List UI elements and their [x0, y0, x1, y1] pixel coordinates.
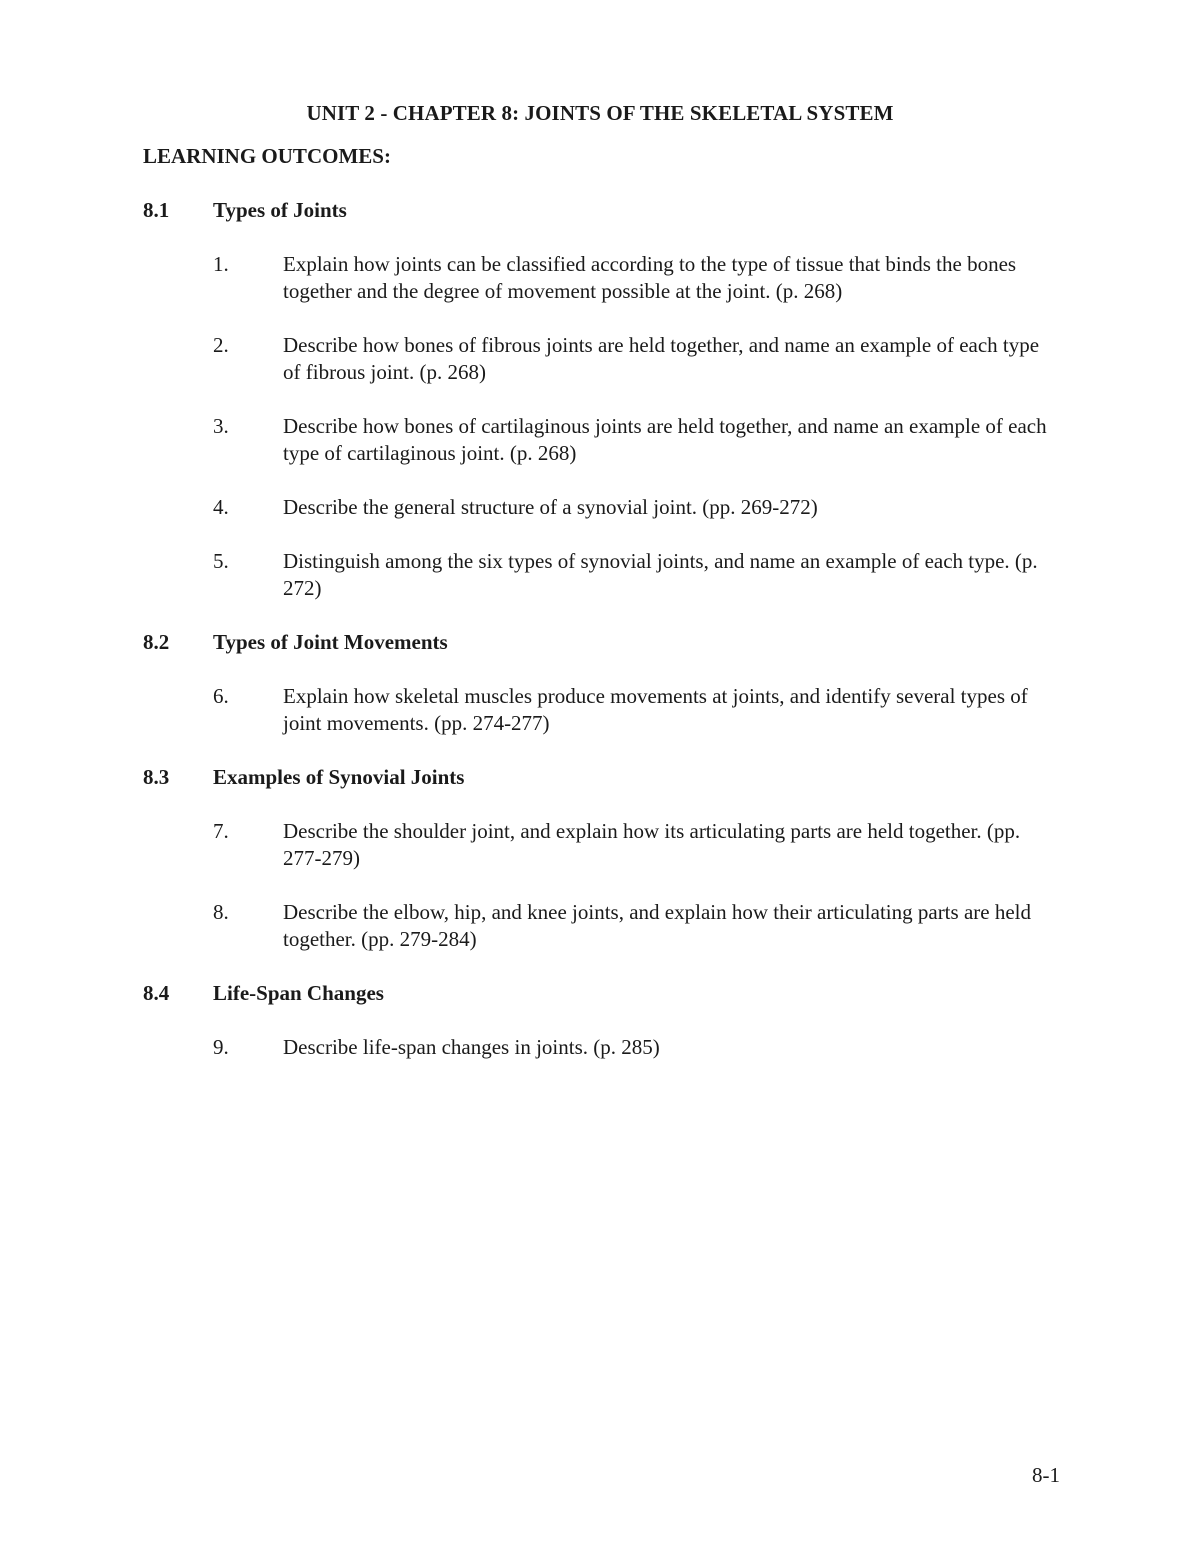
page-number: 8-1 — [1032, 1463, 1060, 1487]
outcome-number: 5. — [213, 549, 229, 573]
outcome-item — [143, 332, 1063, 386]
section-heading — [143, 764, 1063, 791]
outcome-text: Explain how joints can be classified according to the type of tissue that binds the bones together and the degree of movement possible at the joint. (p. 268) — [283, 252, 1017, 303]
outcome-text: Describe the general structure of a synovial joint. (pp. 269-272) — [283, 495, 818, 519]
outcome-number: 2. — [213, 333, 229, 357]
learning-outcomes-heading: LEARNING OUTCOMES: — [143, 144, 391, 168]
outcome-number: 7. — [213, 819, 229, 843]
outcome-text: Distinguish among the six types of synovial joints, and name an example of each type. (p. 272) — [283, 549, 1038, 600]
outcome-item — [143, 413, 1063, 467]
outcome-text: Describe the shoulder joint, and explain how its articulating parts are held together. (pp. 277-279) — [283, 819, 1021, 870]
outcome-text: Explain how skeletal muscles produce movements at joints, and identify several types of joint movements. (pp. 274-277) — [283, 684, 1028, 735]
section-number: 8.4 — [143, 981, 170, 1005]
outcome-number: 3. — [213, 414, 229, 438]
outcomes-content — [143, 197, 1063, 1088]
outcome-item — [143, 683, 1063, 737]
page-title: UNIT 2 - CHAPTER 8: JOINTS OF THE SKELETAL SYSTEM — [306, 101, 894, 125]
section-title: Life-Span Changes — [213, 981, 384, 1005]
outcome-number: 8. — [213, 900, 229, 924]
section-title: Types of Joints — [213, 198, 347, 222]
section-8-2 — [143, 629, 1063, 737]
outcome-item — [143, 818, 1063, 872]
section-number: 8.2 — [143, 630, 170, 654]
outcome-item — [143, 1034, 1063, 1061]
section-8-4 — [143, 980, 1063, 1061]
outcome-text: Describe the elbow, hip, and knee joints, and explain how their articulating parts are held together. (pp. 279-284) — [283, 900, 1031, 951]
outcome-text: Describe how bones of cartilaginous joints are held together, and name an example of each type of cartilaginous joint. (p. 268) — [283, 414, 1047, 465]
outcome-number: 6. — [213, 684, 229, 708]
section-title: Examples of Synovial Joints — [213, 765, 465, 789]
outcome-item — [143, 251, 1063, 305]
section-8-3 — [143, 764, 1063, 953]
outcome-item — [143, 494, 1063, 521]
outcome-number: 4. — [213, 495, 229, 519]
section-number: 8.1 — [143, 198, 170, 222]
section-heading — [143, 197, 1063, 224]
outcome-number: 9. — [213, 1035, 229, 1059]
section-title: Types of Joint Movements — [213, 630, 448, 654]
section-number: 8.3 — [143, 765, 170, 789]
section-8-1 — [143, 197, 1063, 602]
section-heading — [143, 980, 1063, 1007]
outcome-text: Describe life-span changes in joints. (p. 285) — [283, 1035, 660, 1059]
section-heading — [143, 629, 1063, 656]
outcome-item — [143, 548, 1063, 602]
outcome-item — [143, 899, 1063, 953]
outcome-text: Describe how bones of fibrous joints are held together, and name an example of each type of fibrous joint. (p. 268) — [283, 333, 1040, 384]
outcome-number: 1. — [213, 252, 229, 276]
